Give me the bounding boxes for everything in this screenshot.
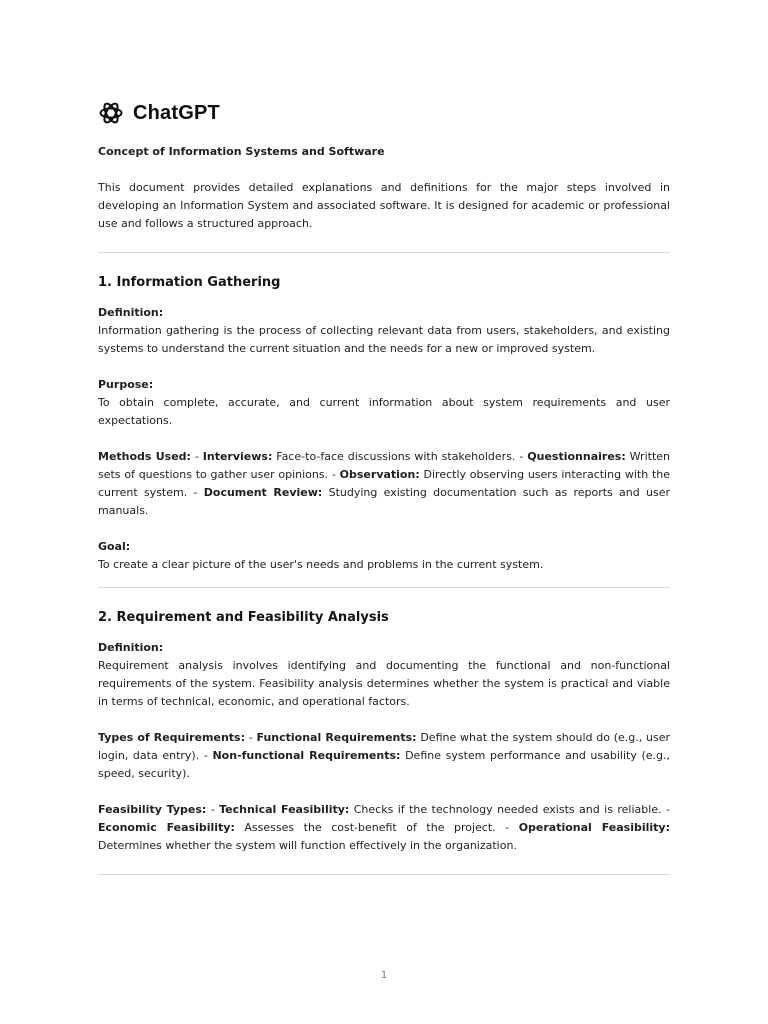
divider	[98, 874, 670, 875]
method-name: Interviews:	[202, 450, 273, 463]
methods-label: Methods Used:	[98, 450, 191, 463]
type-name: Functional Requirements:	[256, 731, 417, 744]
openai-logo-icon	[98, 100, 124, 126]
feasibility-desc: Determines whether the system will function effectively in the organization.	[98, 839, 517, 852]
document-title: Concept of Information Systems and Software	[98, 145, 385, 158]
feasibility-types-paragraph: Feasibility Types: - Technical Feasibility: Checks if the technology needed exists and is reliable. - Economic Feasibility: Assesses the cost-benefit of the project. - Operational Feasibility: Determines whether the system will function effectively in the organization.	[98, 803, 670, 852]
method-desc: Face-to-face discussions with stakeholders.	[276, 450, 516, 463]
method-desc: Written sets of questions to gather user opinions.	[98, 450, 670, 481]
feasibility-desc: Checks if the technology needed exists and is reliable.	[353, 803, 662, 816]
method-name: Document Review:	[203, 486, 323, 499]
purpose-text: To obtain complete, accurate, and current information about system requirements and user expectations.	[98, 396, 670, 427]
document-page	[98, 98, 670, 875]
method-desc: Studying existing documentation such as reports and user manuals.	[98, 486, 671, 517]
feasibility-label: Feasibility Types:	[98, 803, 207, 816]
definition-label: Definition:	[98, 306, 164, 319]
page-number: 1	[380, 970, 388, 981]
goal-text: To create a clear picture of the user's needs and problems in the current system.	[98, 558, 544, 571]
goal-label: Goal:	[98, 540, 131, 553]
type-desc: Define system performance and usability (e.g., speed, security).	[98, 749, 671, 780]
feasibility-name: Technical Feasibility:	[219, 803, 350, 816]
divider	[98, 252, 670, 253]
definition-text: Information gathering is the process of collecting relevant data from users, stakeholders, and existing systems to understand the current situation and the needs for a new or improved system.	[98, 324, 670, 355]
method-name: Observation:	[339, 468, 420, 481]
feasibility-desc: Assesses the cost-benefit of the project.	[244, 821, 496, 834]
type-name: Non-functional Requirements:	[212, 749, 401, 762]
section-heading-information-gathering: 1. Information Gathering	[98, 275, 281, 290]
types-label: Types of Requirements:	[98, 731, 246, 744]
feasibility-name: Economic Feasibility:	[98, 821, 235, 834]
logo	[98, 98, 670, 128]
methods-paragraph: Methods Used: - Interviews: Face-to-face discussions with stakeholders. - Questionnaires: Written sets of questions to gather user opinions. - Observation: Directly observing users interacting with the current system. - Document Review: Studying existing documentation such as reports and user manuals.	[98, 450, 671, 517]
type-desc: Define what the system should do (e.g., user login, data entry).	[98, 731, 670, 762]
section-heading-requirement-feasibility: 2. Requirement and Feasibility Analysis	[98, 610, 389, 625]
requirement-types-paragraph: Types of Requirements: - Functional Requirements: Define what the system should do (e.g., user login, data entry). - Non-functional Requirements: Define system performance and usability (e.g., speed, security).	[98, 731, 671, 780]
logo-text: ChatGPT	[133, 101, 220, 124]
intro-paragraph: This document provides detailed explanations and definitions for the major steps involved in developing an Information System and associated software. It is designed for academic or professional use and follows a structured approach.	[98, 181, 670, 230]
method-name: Questionnaires:	[527, 450, 626, 463]
definition-text: Requirement analysis involves identifying and documenting the functional and non-functional requirements of the system. Feasibility analysis determines whether the system is practical and viable in terms of technical, economic, and operational factors.	[98, 659, 670, 708]
definition-label: Definition:	[98, 641, 164, 654]
feasibility-name: Operational Feasibility:	[518, 821, 670, 834]
purpose-label: Purpose:	[98, 378, 154, 391]
divider	[98, 587, 670, 588]
method-desc: Directly observing users interacting with the current system.	[98, 468, 671, 499]
